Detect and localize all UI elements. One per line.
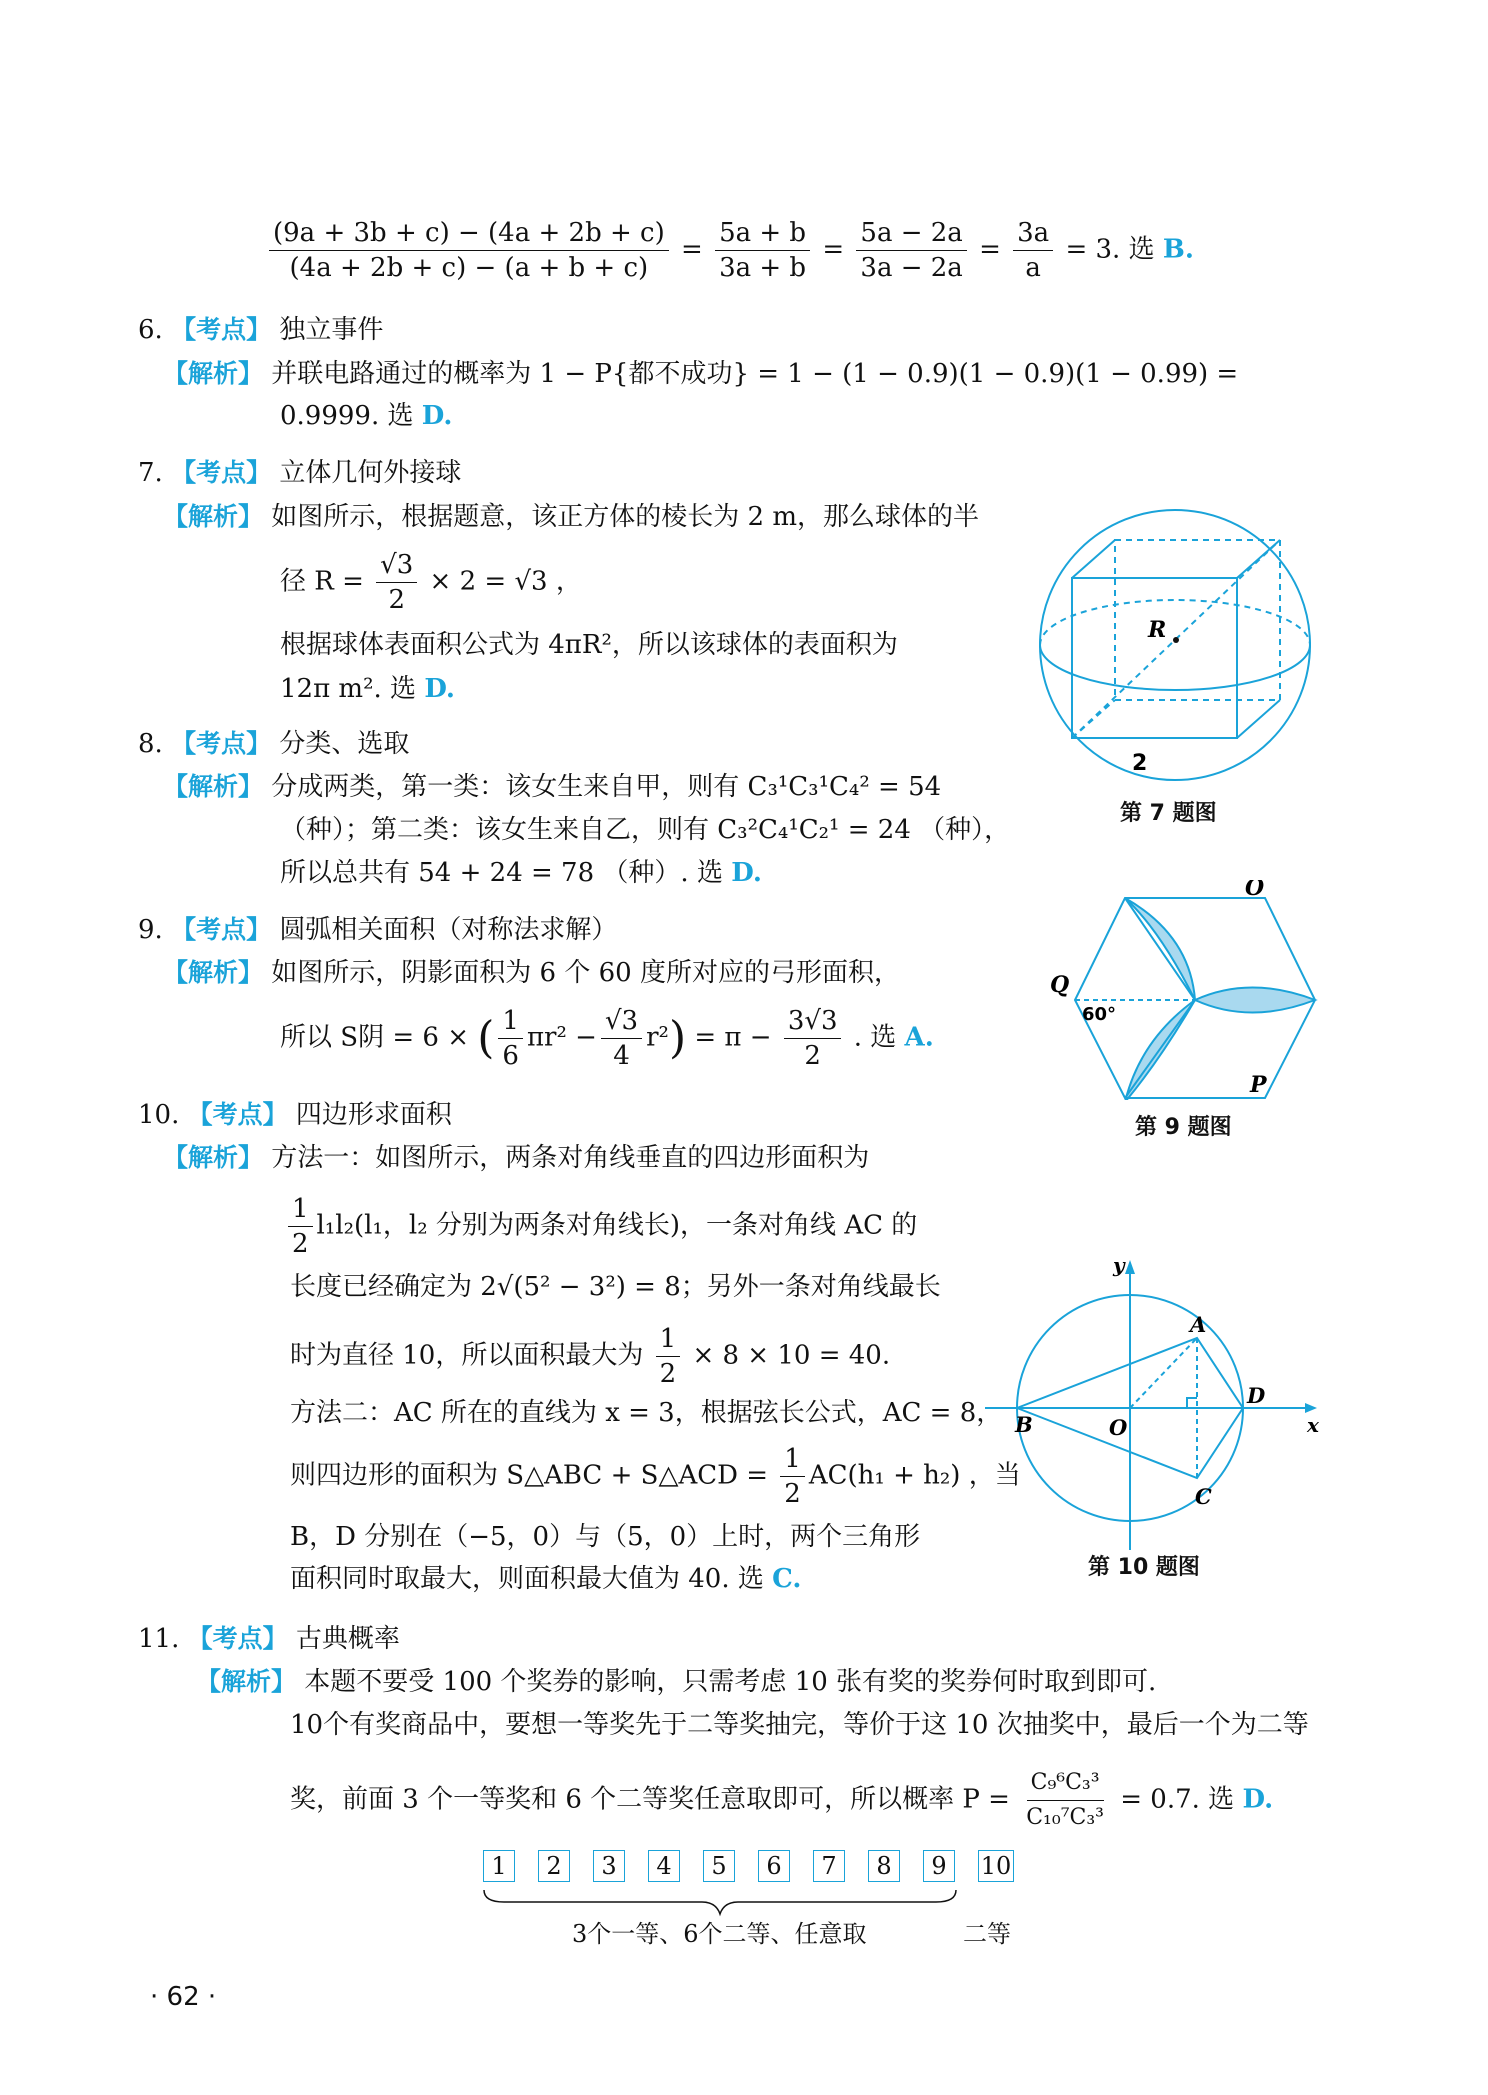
q6-line2: [280, 399, 452, 433]
label-angle: 60°: [1082, 1004, 1117, 1025]
text: 如图所示，根据题意，该正方体的棱长为 2 m，那么球体的半: [271, 502, 980, 532]
question-number: 9.: [138, 915, 163, 945]
figure-10-caption: 第 10 题图: [1088, 1555, 1200, 1580]
topic: 独立事件: [279, 315, 384, 345]
ticket-sequence: [483, 1850, 1037, 1882]
text: 方法二：AC 所在的直线为 x = 3，根据弦长公式，AC = 8，: [290, 1398, 1003, 1428]
text: 如图所示，阴影面积为 6 个 60 度所对应的弓形面积，: [271, 958, 900, 988]
text: = 0.7. 选: [1120, 1784, 1235, 1815]
denominator: C₁₀⁷C₃³: [1026, 1805, 1104, 1830]
text: = 3. 选: [1065, 234, 1155, 265]
q7-jiexi: [163, 500, 979, 534]
q8-line3: [280, 856, 762, 890]
question-number: 6.: [138, 315, 163, 345]
q10-jiexi: [163, 1141, 869, 1175]
text: 本题不要受 100 个奖券的影响，只需考虑 10 张有奖的奖券何时取到即可.: [304, 1667, 1157, 1697]
text: 面积同时取最大，则面积最大值为 40. 选: [290, 1564, 764, 1594]
text: 所以 S阴 = 6 ×: [280, 1022, 469, 1053]
label-d: D: [1247, 1383, 1266, 1408]
question-number: 8.: [138, 729, 163, 759]
numerator: 1: [498, 1004, 523, 1039]
fraction: [715, 216, 810, 285]
jiexi-tag: 【解析】: [163, 1143, 264, 1172]
numerator: 3√3: [784, 1004, 842, 1039]
fraction: [856, 216, 966, 285]
paren: (: [477, 1012, 495, 1064]
jiexi-tag: 【解析】: [163, 502, 264, 531]
label-edge: 2: [1132, 751, 1148, 776]
denominator: a: [1025, 253, 1041, 283]
text: 奖，前面 3 个一等奖和 6 个二等奖任意取即可，所以概率 P =: [290, 1784, 1010, 1815]
denominator: 3a − 2a: [860, 253, 963, 283]
denominator: 2: [784, 1479, 801, 1509]
answer: A.: [904, 1022, 934, 1053]
label-o: O: [1245, 880, 1265, 901]
label-c: C: [1195, 1484, 1212, 1509]
ticket-box: 8: [868, 1850, 900, 1882]
topic: 古典概率: [295, 1624, 400, 1654]
figure-7-caption: 第 7 题图: [1120, 801, 1217, 826]
numerator: 3a: [1013, 216, 1053, 251]
q10-line7: [290, 1520, 920, 1554]
q11-line2: [290, 1708, 1309, 1742]
text: 10个有奖商品中，要想一等奖先于二等奖抽完，等价于这 10 次抽奖中，最后一个为二等: [290, 1710, 1309, 1740]
q7-line3: [280, 628, 898, 662]
petal-right: [1195, 988, 1315, 1013]
label-a: A: [1190, 1312, 1207, 1337]
kaodian-tag: 【考点】: [171, 915, 272, 944]
figure-7-sphere-cube: [1030, 500, 1320, 790]
numerator: (9a + 3b + c) − (4a + 2b + c): [269, 216, 669, 251]
q7-heading: [138, 456, 461, 490]
fraction: [498, 1004, 523, 1073]
topic: 立体几何外接球: [279, 458, 462, 488]
text: AC(h₁ + h₂) ，当: [808, 1460, 1021, 1491]
answer: C.: [772, 1564, 802, 1594]
q8-heading: [138, 727, 409, 761]
last-box-label: 二等: [963, 1920, 1011, 1948]
text: 长度已经确定为 2√(5² − 3²) = 8；另外一条对角线最长: [290, 1272, 941, 1302]
text: πr² −: [526, 1022, 597, 1053]
q10-line6: [290, 1442, 1021, 1511]
answer: D.: [1242, 1784, 1274, 1815]
text: 分成两类，第一类：该女生来自甲，则有 C₃¹C₃¹C₄² = 54: [271, 772, 942, 802]
q7-line2: [280, 548, 582, 617]
page-number: · 62 ·: [150, 1982, 217, 2012]
fraction: [288, 1192, 313, 1261]
fraction: [376, 548, 417, 617]
q6-jiexi: [163, 357, 1238, 391]
ticket-box: 6: [758, 1850, 790, 1882]
kaodian-tag: 【考点】: [171, 729, 272, 758]
q10-line5: [290, 1396, 1002, 1430]
denominator: (4a + 2b + c) − (a + b + c): [289, 253, 649, 283]
text: B，D 分别在（−5，0）与（5，0）上时，两个三角形: [290, 1522, 921, 1552]
q8-jiexi: [163, 770, 941, 804]
q10-line3: [290, 1270, 941, 1304]
numerator: 5a − 2a: [856, 216, 966, 251]
topic: 四边形求面积: [295, 1100, 452, 1130]
numerator: √3: [376, 548, 417, 583]
jiexi-tag: 【解析】: [196, 1667, 297, 1696]
numerator: 1: [288, 1192, 313, 1227]
label-o: O: [1109, 1415, 1128, 1440]
kaodian-tag: 【考点】: [187, 1100, 288, 1129]
denominator: 2: [659, 1359, 677, 1389]
q8-line2: [280, 813, 1010, 847]
q9-heading: [138, 913, 617, 947]
ticket-box: 4: [648, 1850, 680, 1882]
question-number: 10.: [138, 1100, 180, 1130]
q7-line4: [280, 672, 455, 706]
text: 方法一：如图所示，两条对角线垂直的四边形面积为: [271, 1143, 870, 1173]
q10-line8: [290, 1562, 801, 1596]
text: 时为直径 10，所以面积最大为: [290, 1340, 644, 1371]
q5-conclusion: $\frac{(9a + 3b + c) - (4a + 2b + c)}{(4a + 2b + c) - (a + b + c)}$ = $\frac{5a + b}{3a + b}$ = $\frac{5a - 2a}{3a - 2a}$ = $\frac{3a}{a}$ = 3. 选 B.: [265, 216, 1194, 285]
label-p: P: [1250, 1072, 1267, 1098]
jiexi-tag: 【解析】: [163, 772, 264, 801]
answer: D.: [424, 674, 455, 704]
kaodian-tag: 【考点】: [187, 1624, 288, 1653]
text: 12π m². 选: [280, 674, 417, 704]
q10-heading: [138, 1098, 452, 1132]
topic: 圆弧相关面积（对称法求解）: [279, 915, 618, 945]
ticket-box: 3: [593, 1850, 625, 1882]
fraction: [780, 1442, 805, 1511]
paren: ): [668, 1012, 687, 1064]
ticket-box: 1: [483, 1850, 515, 1882]
answer: B.: [1162, 234, 1194, 265]
text: 0.9999. 选: [280, 401, 414, 431]
answer: D.: [421, 401, 453, 431]
jiexi-tag: 【解析】: [163, 958, 264, 987]
denominator: 4: [613, 1041, 630, 1071]
label-y: y: [1113, 1260, 1125, 1277]
q11-jiexi: [196, 1665, 1156, 1699]
denominator: 2: [388, 585, 405, 615]
kaodian-tag: 【考点】: [171, 315, 272, 344]
label-r: R: [1148, 617, 1167, 643]
figure-10-circle-quadrilateral: [985, 1260, 1325, 1550]
text: 根据球体表面积公式为 4πR²，所以该球体的表面积为: [280, 630, 898, 660]
fraction: [1013, 216, 1053, 285]
center-dot: [1173, 637, 1179, 643]
text: 则四边形的面积为 S△ABC + S△ACD =: [290, 1460, 769, 1491]
text: （种）；第二类：该女生来自乙，则有 C₃²C₄¹C₂¹ = 24 （种），: [280, 815, 1011, 845]
label-x: x: [1307, 1413, 1319, 1437]
jiexi-tag: 【解析】: [163, 359, 264, 388]
figure-9-hexagon: [1050, 880, 1340, 1100]
ticket-box: 10: [978, 1850, 1014, 1882]
q9-line2: [280, 1004, 934, 1073]
text: = π −: [694, 1022, 772, 1053]
q10-line4: [290, 1322, 890, 1391]
denominator: 2: [292, 1229, 309, 1259]
ticket-box: 7: [813, 1850, 845, 1882]
numerator: 1: [780, 1442, 805, 1477]
denominator: 6: [502, 1041, 519, 1071]
text: . 选: [853, 1022, 897, 1053]
fraction: [1022, 1766, 1108, 1835]
q11-heading: [138, 1622, 400, 1656]
denominator: 2: [804, 1041, 821, 1071]
text: 径 R =: [280, 566, 364, 597]
q9-jiexi: [163, 956, 900, 990]
fraction: [601, 1004, 642, 1073]
q6-heading: [138, 313, 383, 347]
ticket-box: 2: [538, 1850, 570, 1882]
kaodian-tag: 【考点】: [171, 458, 272, 487]
text: 所以总共有 54 + 24 = 78 （种）. 选: [280, 858, 723, 888]
denominator: 3a + b: [719, 253, 807, 283]
q11-line3: [290, 1766, 1273, 1835]
text: × 2 = √3 ，: [429, 566, 582, 597]
fraction: [784, 1004, 842, 1073]
text: × 8 × 10 = 40.: [692, 1340, 891, 1371]
fraction: [656, 1322, 681, 1391]
numerator: C₉⁶C₃³: [1027, 1766, 1104, 1801]
fraction: [269, 216, 669, 285]
topic: 分类、选取: [279, 729, 410, 759]
q10-line2: [284, 1192, 917, 1261]
text: 并联电路通过的概率为 1 − P{都不成功} = 1 − (1 − 0.9)(1 − 0.9)(1 − 0.99) =: [271, 359, 1239, 389]
question-number: 7.: [138, 458, 163, 488]
numerator: 5a + b: [715, 216, 810, 251]
label-b: B: [1015, 1412, 1033, 1437]
answer: D.: [731, 858, 762, 888]
text: r²: [646, 1022, 669, 1053]
label-q: Q: [1050, 972, 1070, 998]
figure-9-caption: 第 9 题图: [1135, 1115, 1232, 1140]
question-number: 11.: [138, 1624, 180, 1654]
ticket-box: 9: [923, 1850, 955, 1882]
brace-label: 3个一等、6个二等、任意取: [572, 1920, 867, 1948]
numerator: √3: [601, 1004, 642, 1039]
ticket-box: 5: [703, 1850, 735, 1882]
numerator: 1: [656, 1322, 681, 1357]
text: l₁l₂(l₁，l₂ 分别为两条对角线长)，一条对角线 AC 的: [316, 1210, 918, 1241]
